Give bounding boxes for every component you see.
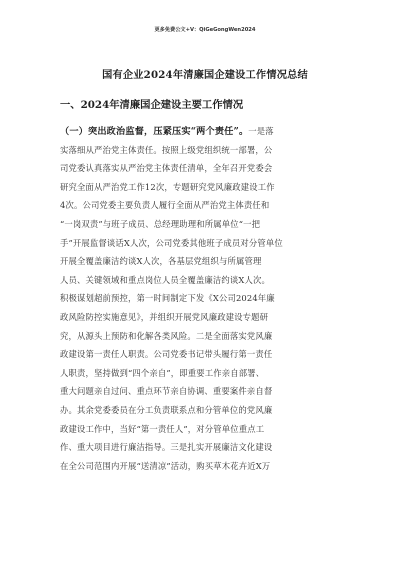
page-header-note: 更多免费公文+V：QiGeGongWen2024 [154, 27, 256, 33]
body-line: 人员、关键领域和重点岗位人员全覆盖廉洁约谈X人次。 [60, 274, 270, 285]
body-line: 政建设第一责任人职责。公司党委书记带头履行第一责任 [60, 349, 273, 360]
body-line: 政建设工作中，当好“第一责任人”，对分管单位重点工 [60, 423, 265, 434]
body-line: 4次。公司党委主要负责人履行全面从严治党主体责任和 [60, 200, 270, 211]
body-line: 政风险防控实施意见》，并组织开展党风廉政建设专题研 [60, 311, 269, 322]
body-line: 实落细从严治党主体责任。按照上级党组织统一部署，公 [60, 144, 273, 155]
body-line [60, 122, 363, 141]
body-line: 作、重大项目进行廉洁指导。三是扎实开展廉洁文化建设 [60, 442, 273, 453]
body-line: 在全公司范围内开展“送清凉”活动，购买草木花卉近X万 [60, 460, 271, 471]
body-line-text: 一是落 [248, 126, 274, 136]
body-line: 积极谋划超前预控，第一时间制定下发《X公司2024年廉 [60, 293, 275, 304]
body-line: 重大问题亲自过问、重点环节亲自协调、重要案件亲自督 [60, 386, 273, 397]
body-text [60, 122, 363, 475]
body-line: 人职责，坚持做到“四个亲自”，即重要工作亲自部署、 [60, 367, 265, 378]
body-line: 究，从源头上预防和化解各类风险。二是全面落实党风廉 [60, 330, 273, 341]
body-line: 开展全覆盖廉洁约谈X人次，各基层党组织与所属管理 [60, 256, 262, 267]
subsection-heading: （一）突出政治监督，压紧压实“两个责任”。 [60, 126, 249, 137]
section-heading: 一、2024年清廉国企建设主要工作情况 [60, 99, 244, 111]
body-line: 司党委认真落实从严治党主体责任清单，全年召开党委会 [60, 163, 273, 174]
body-line: 办。其余党委委员在分工负责联系点和分管单位的党风廉 [60, 404, 273, 415]
body-line: “一岗双责”与班子成员、总经理助理和所属单位“一把 [60, 218, 261, 229]
body-line: 研究全面从严治党工作12次，专题研究党风廉政建设工作 [60, 181, 275, 192]
body-line: 手”开展监督谈话X人次，公司党委其他班子成员对分管单位 [60, 237, 283, 248]
document-title: 国有企业2024年清廉国企建设工作情况总结 [102, 69, 308, 81]
